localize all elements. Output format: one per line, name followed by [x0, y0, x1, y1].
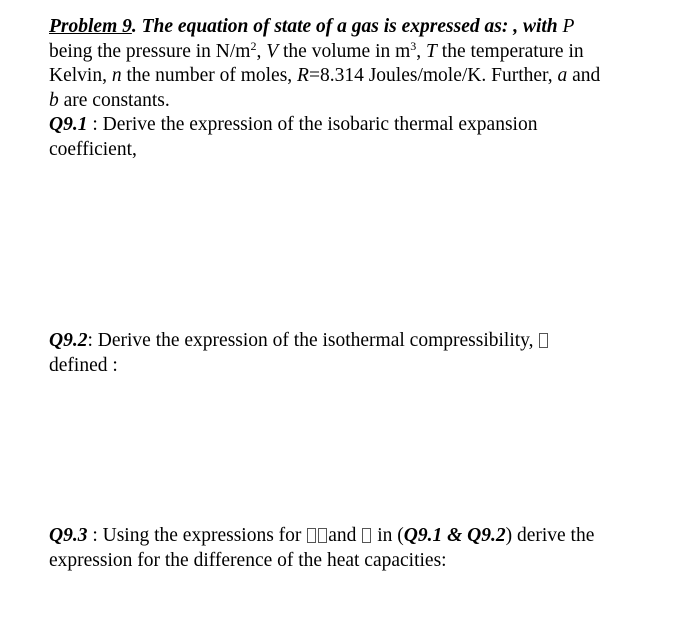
q93-text: in (: [372, 525, 404, 546]
question-9-1: [49, 113, 659, 162]
q93-line-1: [49, 524, 659, 549]
problem-line-1: [49, 15, 659, 40]
problem-label-dot: . The equation of state of a gas is expressed as: , with: [131, 16, 563, 37]
problem-text: Kelvin,: [49, 65, 112, 86]
superscript: 3: [410, 38, 417, 53]
var-V: V: [266, 40, 279, 62]
q91-text: coefficient,: [49, 138, 137, 160]
q93-text: and: [328, 525, 362, 546]
question-9-2: [49, 329, 659, 378]
problem-text: ,: [416, 40, 427, 62]
q91-label: Q9.1: [49, 114, 88, 135]
var-n: n: [111, 65, 122, 86]
q92-text: : Derive the expression of the isothermal compressibility,: [87, 330, 539, 351]
q93-text: : Using the expressions for: [87, 525, 307, 546]
q93-ampersand: &: [442, 525, 468, 546]
var-R: R: [297, 65, 309, 86]
problem-text: are constants.: [58, 89, 170, 111]
problem-line-4: [49, 89, 659, 114]
problem-text: ,: [256, 40, 267, 62]
q91-line-2: [49, 138, 659, 163]
problem-text: the number of moles,: [121, 65, 298, 86]
q93-line-2: [49, 549, 659, 574]
q93-text: ) derive the: [505, 525, 595, 546]
problem-text: being the pressure in N/m: [49, 40, 251, 62]
q91-line-1: [49, 113, 659, 138]
var-b: b: [49, 89, 59, 111]
problem-text: the volume in m: [278, 40, 411, 62]
var-P: P: [562, 16, 575, 37]
problem-statement: [49, 15, 659, 113]
q92-line-2: [49, 354, 659, 379]
q92-text: defined :: [49, 354, 118, 376]
q93-label: Q9.3: [49, 525, 88, 546]
question-9-3: [49, 524, 659, 573]
q91-text: : Derive the expression of the isobaric thermal expansion: [87, 114, 538, 135]
problem-line-2: [49, 40, 659, 65]
problem-text: =8.314 Joules/mole/K. Further,: [308, 65, 558, 86]
q92-line-1: [49, 329, 659, 354]
q93-ref-9-1: Q9.1: [403, 525, 443, 546]
missing-glyph-icon: [318, 528, 327, 543]
q93-ref-9-2: Q9.2: [467, 525, 506, 546]
missing-glyph-icon: [307, 528, 316, 543]
problem-text: the temperature in: [436, 40, 584, 62]
var-a: a: [557, 65, 568, 86]
problem-label: Problem 9: [49, 16, 132, 37]
superscript: 2: [250, 38, 257, 53]
var-T: T: [426, 40, 437, 62]
missing-glyph-icon: [539, 333, 548, 348]
missing-glyph-icon: [362, 528, 371, 543]
q93-text: expression for the difference of the heat capacities:: [49, 549, 447, 571]
problem-text: and: [567, 65, 601, 86]
q92-label: Q9.2: [49, 330, 88, 351]
problem-line-3: [49, 64, 659, 89]
